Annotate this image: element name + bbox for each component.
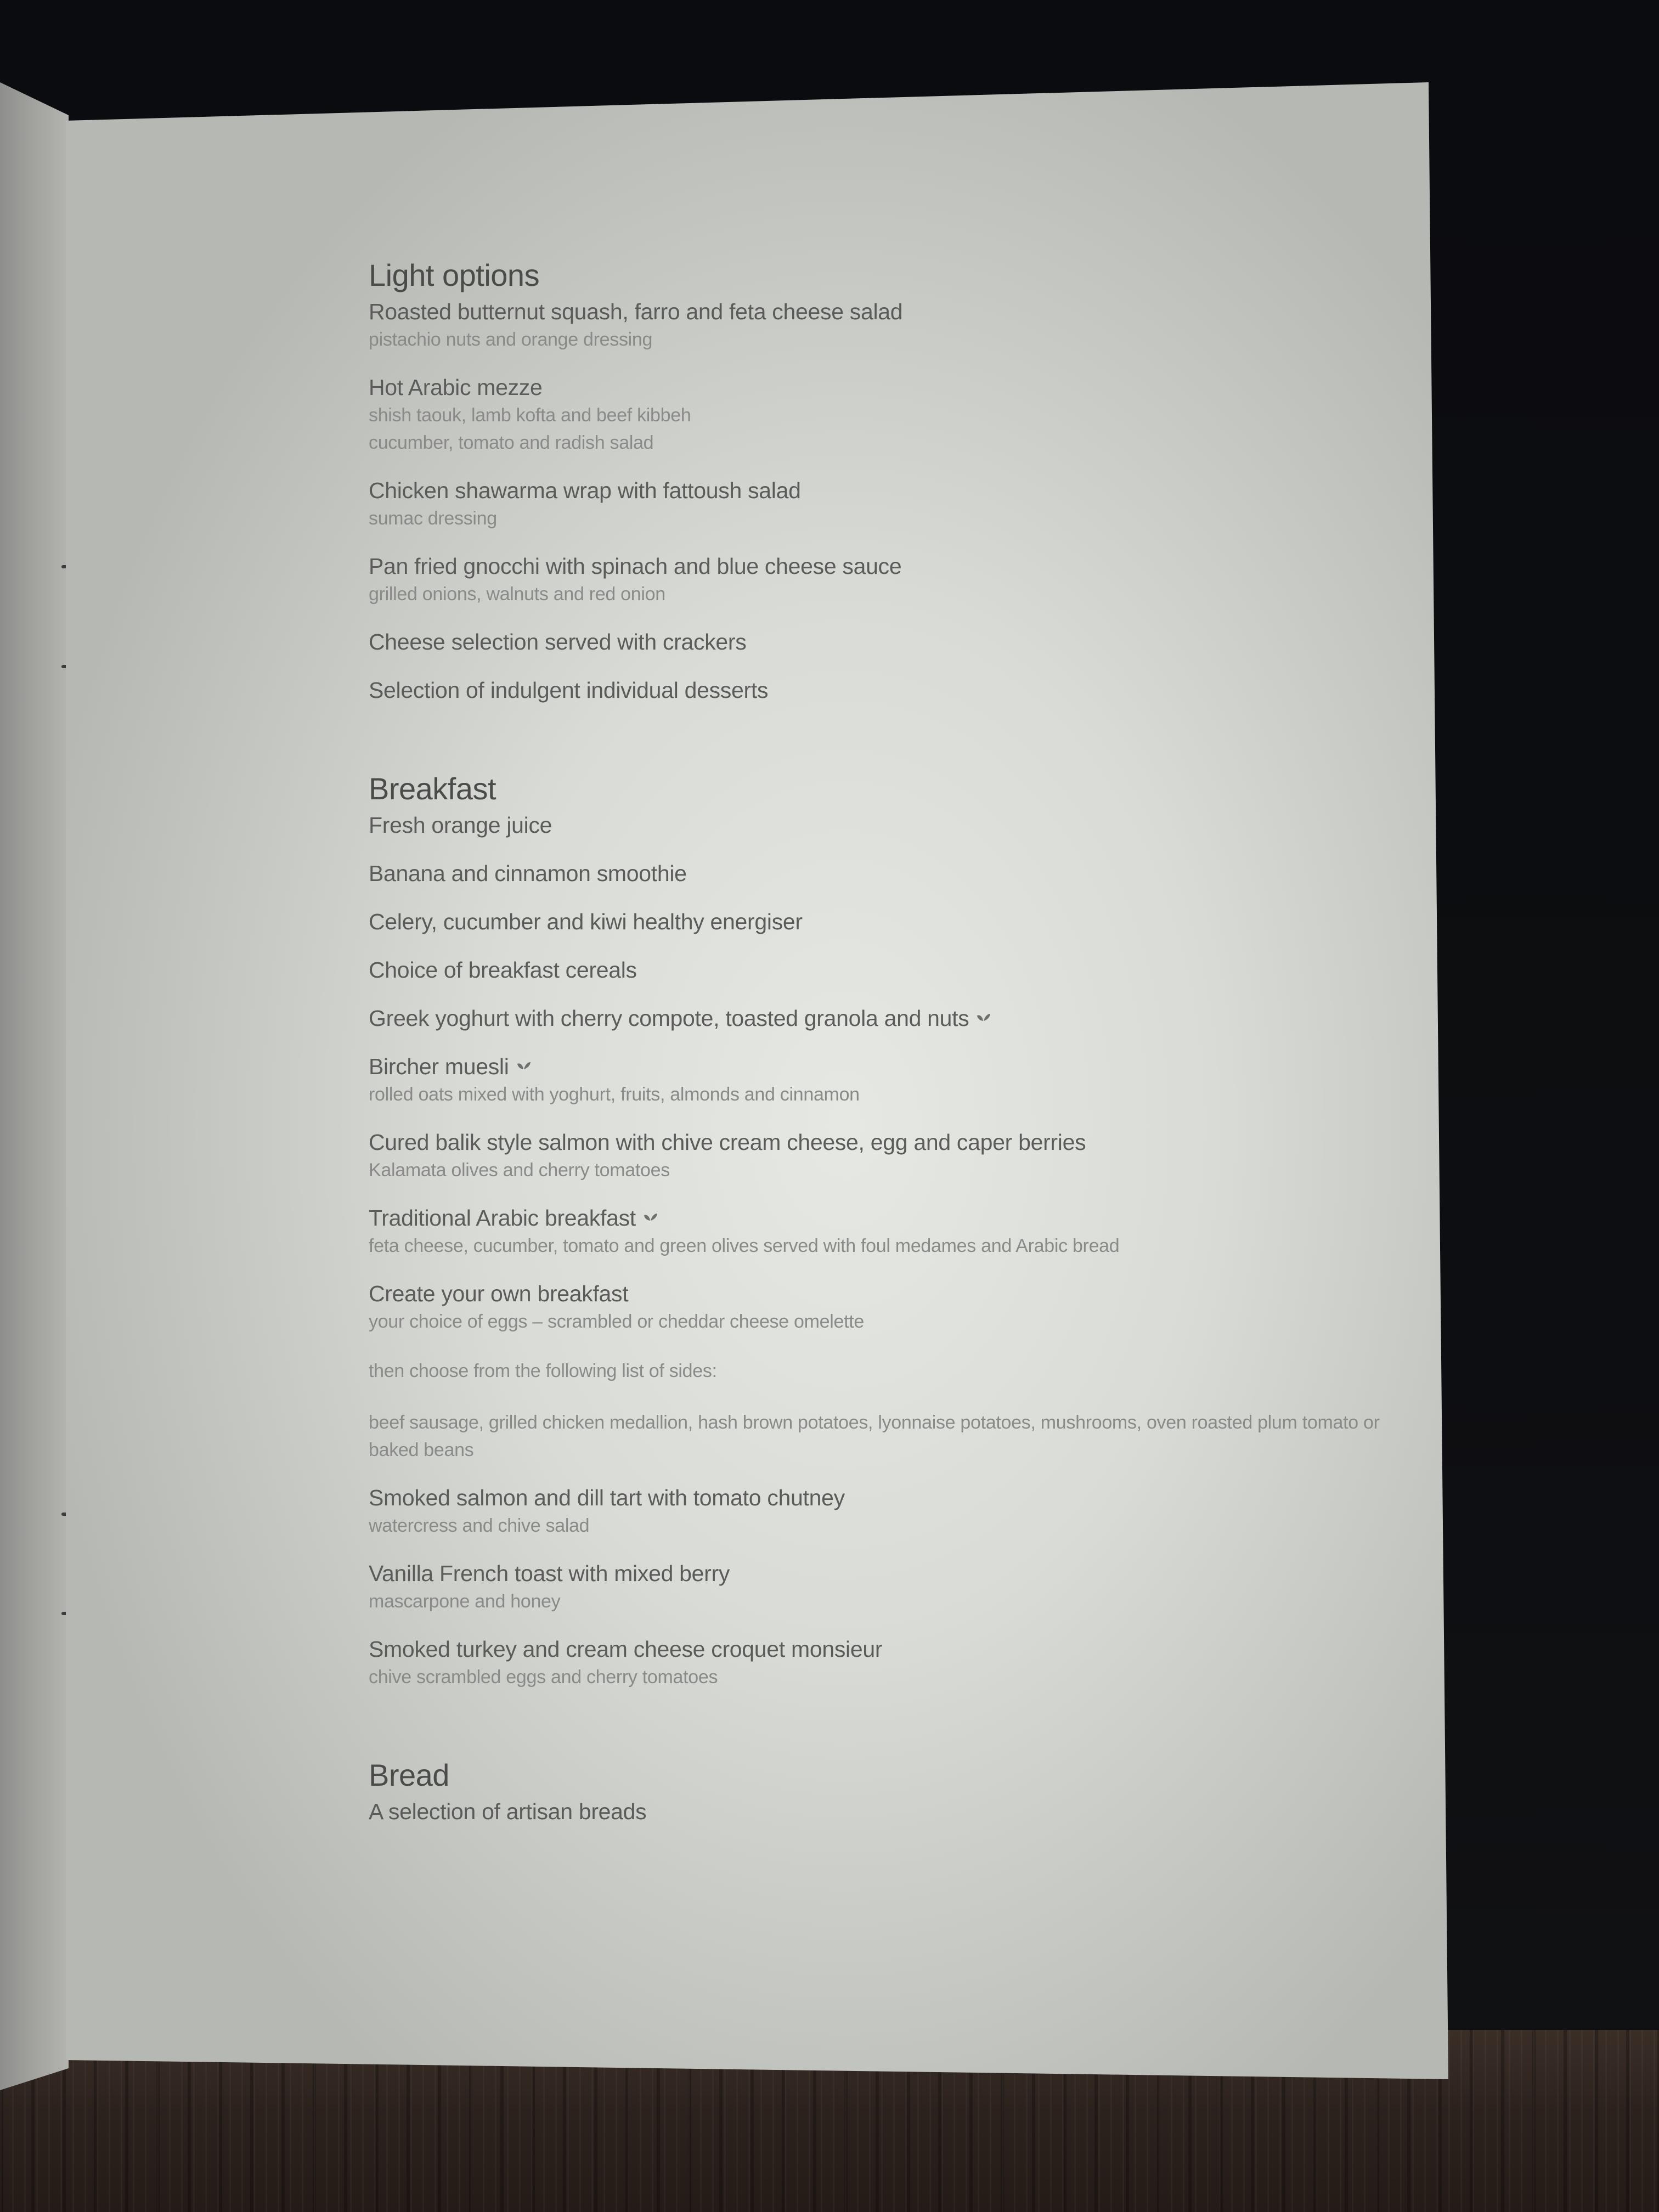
menu-item-description: shish taouk, lamb kofta and beef kibbeh [369, 405, 691, 426]
menu-item-description: feta cheese, cucumber, tomato and green olives served with foul medames and Arabic bread [369, 1235, 1120, 1256]
menu-item [369, 956, 1411, 984]
menu-item-title: Fresh orange juice [369, 812, 552, 838]
menu-item-title: Celery, cucumber and kiwi healthy energiser [369, 909, 803, 934]
leaf-icon [975, 1012, 992, 1023]
menu-item [369, 859, 1411, 888]
leaf-icon [642, 1212, 659, 1223]
menu-item-title: Vanilla French toast with mixed berry [369, 1561, 730, 1586]
menu-item [369, 907, 1411, 936]
menu-item-title: Roasted butternut squash, farro and feta cheese salad [369, 299, 903, 324]
section-spacer [369, 1691, 1411, 1757]
menu-item-title: Bircher muesli [369, 1052, 1411, 1081]
menu-item-description: grilled onions, walnuts and red onion [369, 584, 665, 605]
menu-item-title: Greek yoghurt with cherry compote, toasted granola and nuts [369, 1004, 1411, 1032]
menu-item-description: rolled oats mixed with yoghurt, fruits, almonds and cinnamon [369, 1084, 860, 1105]
menu-item [369, 1559, 1411, 1615]
menu-item-title: Smoked turkey and cream cheese croquet monsieur [369, 1637, 883, 1662]
menu-item-title: Cured balik style salmon with chive cream cheese, egg and caper berries [369, 1130, 1086, 1155]
menu-item-title: Traditional Arabic breakfast [369, 1204, 1411, 1232]
menu-item [369, 628, 1411, 656]
menu-item-title: Create your own breakfast [369, 1281, 629, 1306]
menu-item [369, 1797, 1411, 1826]
menu-item [369, 297, 1411, 353]
menu-item [369, 1128, 1411, 1184]
menu-item [369, 552, 1411, 608]
menu-item [369, 676, 1411, 704]
menu-item [369, 811, 1411, 839]
menu-item [369, 476, 1411, 532]
leaf-icon [516, 1060, 532, 1071]
menu-item-title: Hot Arabic mezze [369, 375, 543, 400]
menu-item-title: Cheese selection served with crackers [369, 629, 747, 654]
menu-item-description: Kalamata olives and cherry tomatoes [369, 1160, 670, 1181]
menu-item-description: watercress and chive salad [369, 1515, 590, 1536]
section-spacer [369, 704, 1411, 770]
menu-item-description: chive scrambled eggs and cherry tomatoes [369, 1667, 718, 1688]
section-title: Breakfast [369, 771, 496, 806]
menu-item-title: Smoked salmon and dill tart with tomato chutney [369, 1485, 845, 1510]
section-title: Light options [369, 258, 540, 292]
menu-item [369, 1635, 1411, 1691]
menu-item-title: Banana and cinnamon smoothie [369, 861, 687, 886]
menu-item-title: Pan fried gnocchi with spinach and blue cheese sauce [369, 554, 902, 579]
menu-item [369, 1052, 1411, 1108]
menu-item [369, 1204, 1411, 1260]
menu-item-title: Choice of breakfast cereals [369, 957, 637, 983]
menu-item [369, 373, 1411, 456]
menu-content [369, 257, 1411, 1826]
menu-item [369, 1004, 1411, 1032]
menu-item-description: your choice of eggs – scrambled or cheddar cheese omelette [369, 1311, 865, 1332]
menu-item-description: pistachio nuts and orange dressing [369, 329, 653, 350]
menu-item [369, 1483, 1411, 1539]
menu-item-description: cucumber, tomato and radish salad [369, 432, 654, 453]
menu-item-note: then choose from the following list of sides: [369, 1361, 717, 1381]
menu-item-title: Chicken shawarma wrap with fattoush salad [369, 478, 801, 503]
menu-item-title: Selection of indulgent individual desserts [369, 678, 769, 703]
menu-item [369, 1279, 1411, 1464]
left-page-edge [0, 82, 69, 2090]
menu-item-description: mascarpone and honey [369, 1591, 561, 1612]
menu-item-note: beef sausage, grilled chicken medallion, hash brown potatoes, lyonnaise potatoes, mushrooms, oven roasted plum tomato or baked beans [369, 1412, 1380, 1460]
menu-item-title: A selection of artisan breads [369, 1799, 647, 1824]
menu-item-description: sumac dressing [369, 508, 497, 529]
section-title: Bread [369, 1758, 449, 1792]
